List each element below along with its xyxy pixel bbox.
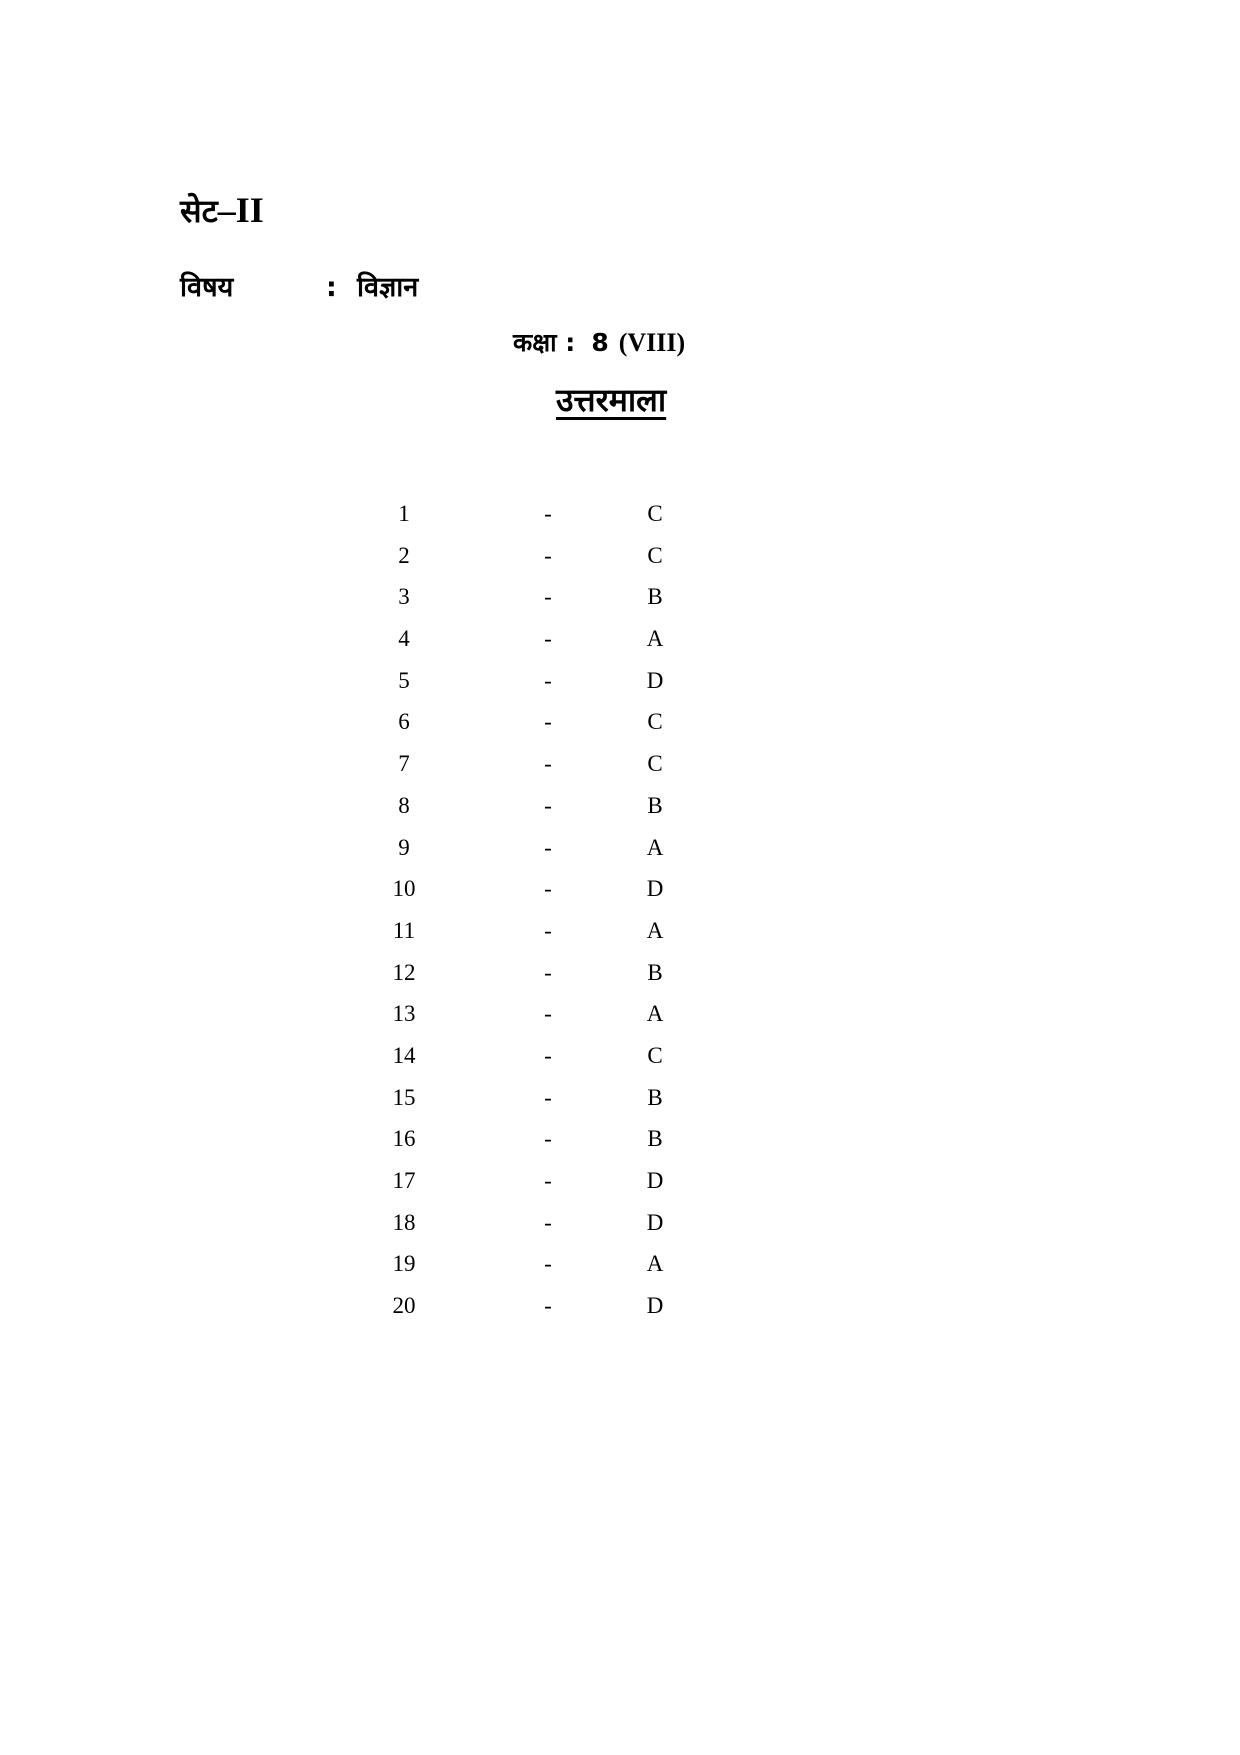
set-number: II — [235, 190, 264, 230]
answer-separator: - — [544, 501, 552, 526]
answer-option: D — [646, 1168, 664, 1193]
class-roman: (VIII) — [618, 328, 686, 357]
answer-option: C — [647, 501, 663, 526]
subject-value: विज्ञान — [357, 272, 419, 303]
answer-row — [0, 752, 1240, 794]
answer-separator: - — [544, 1001, 552, 1027]
question-number: 8 — [398, 792, 410, 818]
answer-separator: - — [544, 792, 552, 818]
answer-separator: - — [544, 959, 552, 985]
answer-option: D — [646, 1293, 664, 1319]
answer-option: A — [646, 917, 664, 943]
question-number: 5 — [398, 667, 410, 693]
class-row — [513, 330, 685, 356]
answer-row — [0, 836, 1240, 878]
answer-separator: - — [544, 1042, 552, 1068]
answer-row — [0, 1044, 1240, 1086]
question-number: 7 — [398, 751, 410, 777]
answer-option: B — [647, 584, 663, 610]
subject-label: विषय — [180, 272, 234, 303]
answer-separator: - — [544, 876, 552, 902]
question-number: 12 — [392, 959, 416, 985]
answer-row — [0, 585, 1240, 627]
answer-row — [0, 669, 1240, 711]
subject-colon: : — [326, 272, 337, 303]
question-number: 15 — [392, 1084, 416, 1110]
answer-separator: - — [544, 1126, 552, 1152]
answer-row — [0, 1086, 1240, 1128]
answer-option: A — [646, 834, 664, 860]
answer-option: D — [646, 876, 664, 902]
answer-option: B — [647, 1084, 663, 1110]
answer-option: D — [646, 667, 664, 693]
answer-row — [0, 1002, 1240, 1044]
answer-separator: - — [544, 709, 552, 735]
answer-separator: - — [544, 626, 552, 652]
answer-option: B — [647, 792, 663, 818]
question-number: 17 — [392, 1168, 416, 1193]
answer-row — [0, 1211, 1240, 1253]
class-label: कक्षा : — [513, 328, 576, 357]
set-label: सेट — [180, 192, 218, 230]
answer-separator: - — [544, 1209, 552, 1235]
answer-option: A — [646, 1251, 664, 1277]
answer-key-title: उत्तरमाला — [556, 381, 667, 419]
answer-row — [0, 710, 1240, 752]
question-number: 9 — [398, 834, 410, 860]
answer-separator: - — [544, 1293, 552, 1319]
question-number: 10 — [392, 876, 416, 902]
answer-option: D — [646, 1209, 664, 1235]
answer-row — [0, 961, 1240, 1003]
answer-separator: - — [544, 834, 552, 860]
question-number: 13 — [392, 1001, 416, 1027]
question-number: 2 — [398, 542, 410, 568]
answer-option: C — [647, 709, 663, 735]
answer-row — [0, 1294, 1240, 1336]
question-number: 1 — [398, 501, 410, 526]
answer-option: A — [646, 626, 664, 652]
answer-row — [0, 1252, 1240, 1294]
class-number: 8 — [591, 328, 609, 357]
question-number: 6 — [398, 709, 410, 735]
answer-option: A — [646, 1001, 664, 1027]
answer-option: C — [647, 1042, 663, 1068]
answer-row — [0, 877, 1240, 919]
question-number: 16 — [392, 1126, 416, 1152]
answer-row — [0, 544, 1240, 586]
question-number: 11 — [392, 917, 416, 943]
answer-separator: - — [544, 667, 552, 693]
subject-row — [180, 272, 419, 303]
answer-separator: - — [544, 542, 552, 568]
answer-separator: - — [544, 917, 552, 943]
answer-row — [0, 794, 1240, 836]
set-dash: – — [217, 190, 236, 230]
question-number: 3 — [398, 584, 410, 610]
question-number: 18 — [392, 1209, 416, 1235]
set-title — [180, 192, 264, 228]
answer-row — [0, 1169, 1240, 1211]
answer-separator: - — [544, 584, 552, 610]
answer-separator: - — [544, 1168, 552, 1193]
question-number: 19 — [392, 1251, 416, 1277]
answer-row — [0, 919, 1240, 961]
answer-separator: - — [544, 1251, 552, 1277]
answer-option: B — [647, 1126, 663, 1152]
answer-option: B — [647, 959, 663, 985]
question-number: 20 — [392, 1293, 416, 1319]
answer-list — [0, 502, 1240, 1336]
answer-option: C — [647, 542, 663, 568]
answer-row — [0, 502, 1240, 544]
answer-separator: - — [544, 751, 552, 777]
question-number: 4 — [398, 626, 410, 652]
answer-option: C — [647, 751, 663, 777]
answer-row — [0, 627, 1240, 669]
answer-separator: - — [544, 1084, 552, 1110]
question-number: 14 — [392, 1042, 416, 1068]
answer-row — [0, 1127, 1240, 1169]
